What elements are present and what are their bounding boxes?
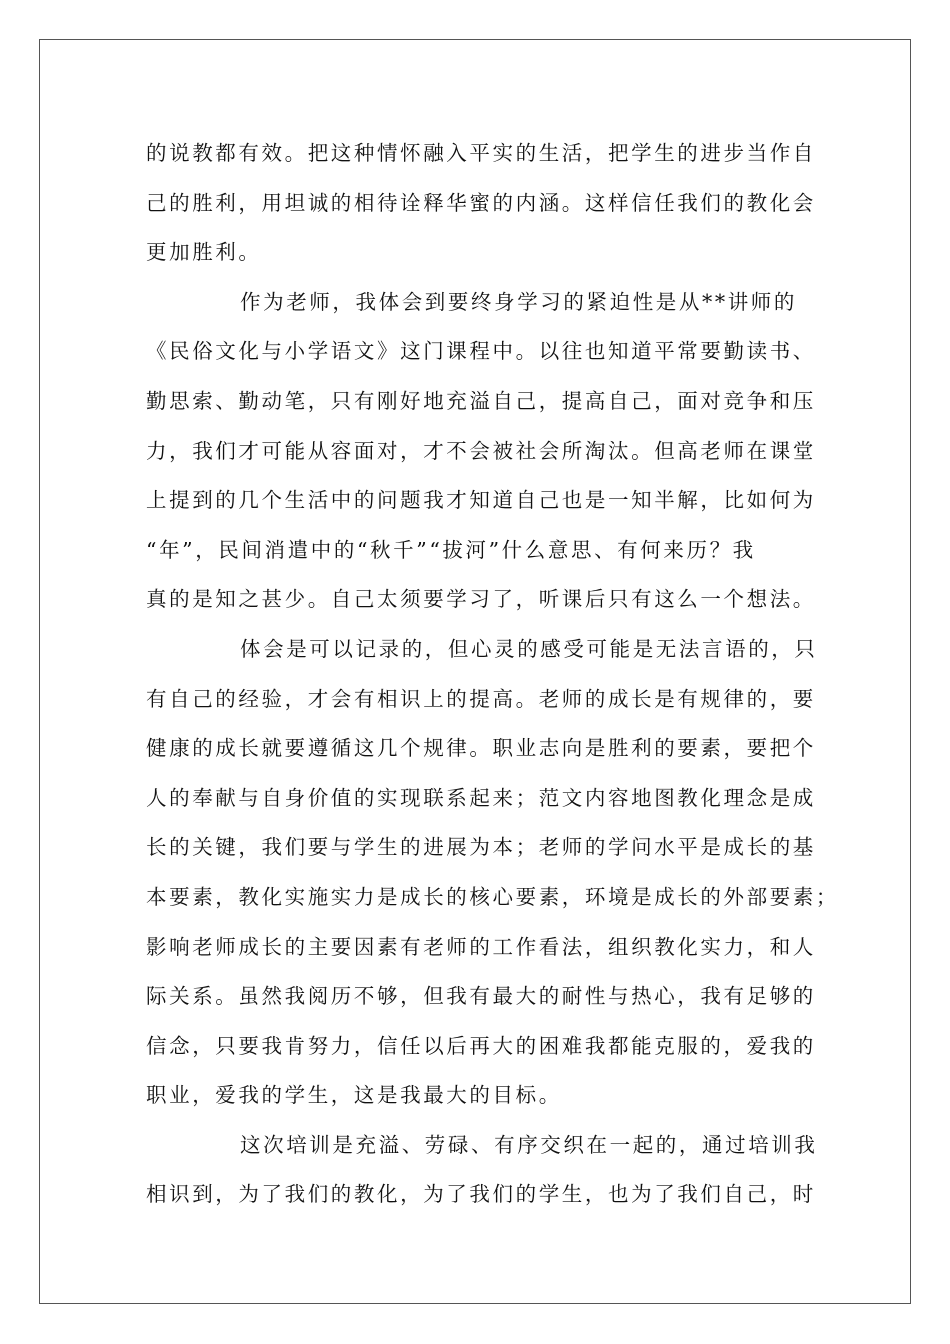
- paragraph-first-line: 作为老师，我体会到要终身学习的紧迫性是从**讲师的: [240, 289, 797, 314]
- text-line: 更加胜利。: [146, 240, 262, 265]
- text-line: 《民俗文化与小学语文》这门课程中。以往也知道平常要勤读书、: [146, 339, 816, 364]
- text-line: 际关系。虽然我阅历不够，但我有最大的耐性与热心，我有足够的: [146, 984, 816, 1009]
- text-line: 的说教都有效。把这种情怀融入平实的生活，把学生的进步当作自: [146, 141, 816, 165]
- paragraph-first-line: 这次培训是充溢、劳碌、有序交织在一起的，通过培训我: [240, 1132, 818, 1157]
- text-line: “年”，民间消遣中的“秋千”“拔河”什么意思、有何来历？我: [146, 537, 756, 562]
- text-line: 职业，爱我的学生，这是我最大的目标。: [146, 1083, 562, 1108]
- text-line: 人的奉献与自身价值的实现联系起来；范文内容地图教化理念是成: [146, 785, 816, 810]
- text-line: 相识到，为了我们的教化，为了我们的学生，也为了我们自己，时: [146, 1182, 816, 1207]
- text-line: 上提到的几个生活中的问题我才知道自己也是一知半解，比如何为: [146, 488, 816, 513]
- text-line: 己的胜利，用坦诚的相待诠释华蜜的内涵。这样信任我们的教化会: [146, 190, 816, 215]
- text-line: 勤思索、勤动笔，只有刚好地充溢自己，提高自己，面对竞争和压: [146, 388, 816, 413]
- text-line: 力，我们才可能从容面对，才不会被社会所淘汰。但高老师在课堂: [146, 438, 816, 463]
- text-line: 长的关键，我们要与学生的进展为本；老师的学问水平是成长的基: [146, 835, 816, 860]
- text-line: 有自己的经验，才会有相识上的提高。老师的成长是有规律的，要: [146, 686, 816, 711]
- text-line: 健康的成长就要遵循这几个规律。职业志向是胜利的要素，要把个: [146, 736, 816, 761]
- text-line: 本要素，教化实施实力是成长的核心要素，环境是成长的外部要素；: [146, 884, 839, 909]
- text-line: 真的是知之甚少。自己太须要学习了，听课后只有这么一个想法。: [146, 587, 816, 612]
- document-body: [146, 129, 839, 1220]
- text-line: 信念，只要我肯努力，信任以后再大的困难我都能克服的，爱我的: [146, 1033, 816, 1058]
- paragraph-first-line: 体会是可以记录的，但心灵的感受可能是无法言语的，只: [240, 636, 818, 661]
- text-line: 影响老师成长的主要因素有老师的工作看法，组织教化实力，和人: [146, 934, 816, 959]
